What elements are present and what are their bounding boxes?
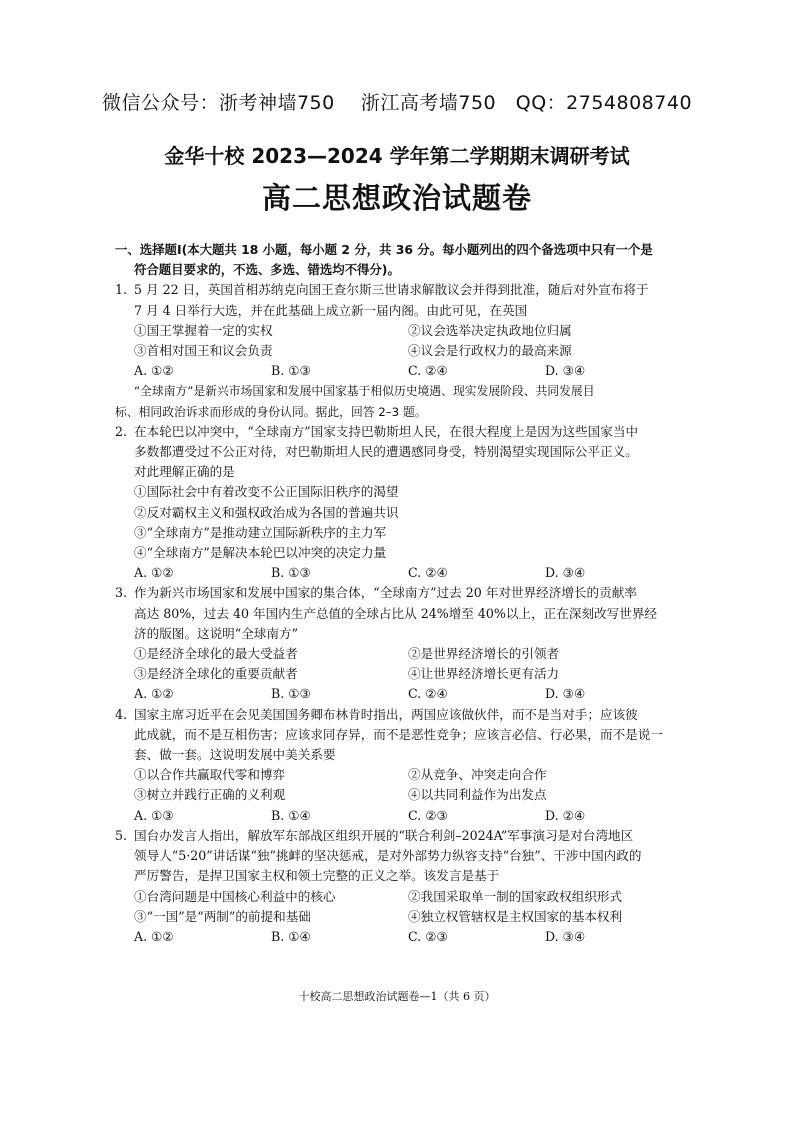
question-stem <box>115 826 685 846</box>
stem-line: 多数都遭受过不公正对待，对巴勒斯坦人民的遭遇感同身受，特别渴望实现国际公平正义。 <box>134 444 638 460</box>
question-1 <box>115 280 685 381</box>
statement-option: ②议会选举决定执政地位归属 <box>408 322 572 338</box>
statement-option: ①国王掌握着一定的实权 <box>134 322 273 338</box>
choice-b: B. ①④ <box>271 928 311 944</box>
answer-choices <box>115 806 685 826</box>
statement-row <box>115 664 685 684</box>
stem-line: 济的版图。这说明“全球南方” <box>134 625 299 641</box>
question-number: 1. <box>115 282 128 298</box>
choice-d: D. ③④ <box>545 928 586 944</box>
choice-d: D. ③④ <box>545 686 586 702</box>
choice-c: C. ②③ <box>408 807 448 823</box>
choice-a: A. ①② <box>134 928 174 944</box>
statement-row <box>115 785 685 805</box>
choice-c: C. ②③ <box>408 928 448 944</box>
choice-b: B. ①③ <box>271 363 311 379</box>
statement-option: ②是世界经济增长的引领者 <box>408 646 560 662</box>
statement-row <box>115 907 685 927</box>
statement-option: ①台湾问题是中国核心利益中的核心 <box>134 888 336 904</box>
choice-d: D. ③④ <box>545 363 586 379</box>
stem-line: 领导人“5·20”讲话谋“独”挑衅的坚决惩戒，是对外部势力纵容支持“台独”、干涉中国内政的 <box>134 848 642 864</box>
answer-choices <box>115 361 685 381</box>
choice-b: B. ①③ <box>271 565 311 581</box>
statement-option: ④议会是行政权力的最高来源 <box>408 343 572 359</box>
question-4 <box>115 705 685 826</box>
question-2 <box>115 422 685 584</box>
statement-row <box>115 644 685 664</box>
section-heading-line: 一、选择题Ⅰ(本大题共 18 小题，每小题 2 分，共 36 分。每小题列出的四个备选项中只有一个是 <box>115 242 653 257</box>
question-number: 3. <box>115 585 128 601</box>
stem-line: 5 月 22 日，英国首相苏纳克向国王查尔斯三世请求解散议会并得到批准，随后对外宣布将于 <box>134 282 649 298</box>
stem-line: 7 月 4 日举行大选，并在此基础上成立新一届内阁。由此可见，在英国 <box>134 302 528 318</box>
choice-a: A. ①③ <box>134 807 174 823</box>
question-5 <box>115 826 685 947</box>
statement-row <box>115 321 685 341</box>
wechat-banner: 微信公众号：浙考神墙750 浙江高考墙750 QQ：2754808740 <box>101 92 693 114</box>
stem-line: 作为新兴市场国家和发展中国家的集合体，“全球南方”过去 20 年对世界经济增长的贡献率 <box>134 585 637 601</box>
question-stem <box>115 422 685 442</box>
statement-option: ③“全球南方”是推动建立国际新秩序的主力军 <box>134 524 387 540</box>
question-stem <box>115 705 685 725</box>
choice-b: B. ①④ <box>271 807 311 823</box>
choice-a: A. ①② <box>134 363 174 379</box>
choice-a: A. ①② <box>134 565 174 581</box>
exam-title: 金华十校 2023—2024 学年第二学期期末调研考试 <box>164 144 630 168</box>
statement-option: ④“全球南方”是解决本轮巴以冲突的决定力量 <box>134 545 387 561</box>
statement-option: ②从竞争、冲突走向合作 <box>408 767 547 783</box>
answer-choices <box>115 927 685 947</box>
statement-option: ①以合作共赢取代零和博弈 <box>134 767 286 783</box>
section-heading-line: 符合题目要求的，不选、多选、错选均不得分)。 <box>134 262 400 278</box>
statement-option: ④独立权管辖权是主权国家的基本权利 <box>408 908 623 924</box>
stem-line: 在本轮巴以冲突中，“全球南方”国家支持巴勒斯坦人民，在很大程度上是因为这些国家当中 <box>134 423 639 439</box>
stem-line: 此成就，而不是互相伤害；应该求同存异，而不是恶性竞争；应该言必信、行必果，而不是说一 <box>134 726 663 742</box>
statement-option: ④以共同利益作为出发点 <box>408 787 547 803</box>
stem-line: 对此理解正确的是 <box>134 464 235 480</box>
paper-title: 高二思想政治试题卷 <box>261 181 532 215</box>
statement-option: ①是经济全球化的最大受益者 <box>134 646 298 662</box>
statement-option: ②我国采取单一制的国家政权组织形式 <box>408 888 623 904</box>
statement-row <box>115 765 685 785</box>
statement-row <box>115 887 685 907</box>
question-number: 4. <box>115 706 128 722</box>
stem-line: 套、做一套。这说明发展中美关系要 <box>134 747 336 763</box>
statement-option: ③首相对国王和议会负责 <box>134 343 273 359</box>
statement-row <box>115 341 685 361</box>
choice-a: A. ①② <box>134 686 174 702</box>
question-stem <box>115 583 685 603</box>
answer-choices <box>115 563 685 583</box>
material-line: 标、相同政治诉求而形成的身份认同。据此，回答 2–3 题。 <box>115 404 427 419</box>
answer-choices <box>115 684 685 704</box>
choice-b: B. ①③ <box>271 686 311 702</box>
statement-option: ③是经济全球化的重要贡献者 <box>134 666 298 682</box>
statement-option: ①国际社会中有着改变不公正国际旧秩序的渴望 <box>134 484 399 500</box>
question-number: 2. <box>115 423 128 439</box>
question-3 <box>115 583 685 704</box>
stem-line: 国台办发言人指出，解放军东部战区组织开展的“联合利剑–2024A”军事演习是对台湾地区 <box>134 827 634 843</box>
statement-option: ④让世界经济增长更有活力 <box>408 666 560 682</box>
reading-material <box>115 381 685 421</box>
material-line: “全球南方”是新兴市场国家和发展中国家基于相似历史境遇、现实发展阶段、共同发展目 <box>134 384 595 399</box>
stem-line: 严厉警告，是捍卫国家主权和领土完整的正义之举。该发言是基于 <box>134 868 500 884</box>
stem-line: 国家主席习近平在会见美国国务卿布林肯时指出，两国应该做伙伴，而不是当对手；应该彼 <box>134 706 638 722</box>
question-number: 5. <box>115 827 128 843</box>
statement-option: ③树立并践行正确的义利观 <box>134 787 286 803</box>
statement-option: ③“一国”是“两制”的前提和基础 <box>134 908 311 924</box>
choice-c: C. ②④ <box>408 363 448 379</box>
section-heading <box>115 240 685 280</box>
question-stem <box>115 280 685 300</box>
choice-c: C. ②④ <box>408 565 448 581</box>
choice-d: D. ②④ <box>545 807 586 823</box>
stem-line: 高达 80%，过去 40 年国内生产总值的全球占比从 24%增至 40%以上，正在深刻改写世界经 <box>134 605 658 621</box>
statement-option: ②反对霸权主义和强权政治成为各国的普遍共识 <box>134 504 399 520</box>
page-footer: 十校高二思想政治试题卷—1（共 6 页） <box>298 990 496 1003</box>
choice-d: D. ③④ <box>545 565 586 581</box>
choice-c: C. ②④ <box>408 686 448 702</box>
question-content <box>115 240 685 947</box>
